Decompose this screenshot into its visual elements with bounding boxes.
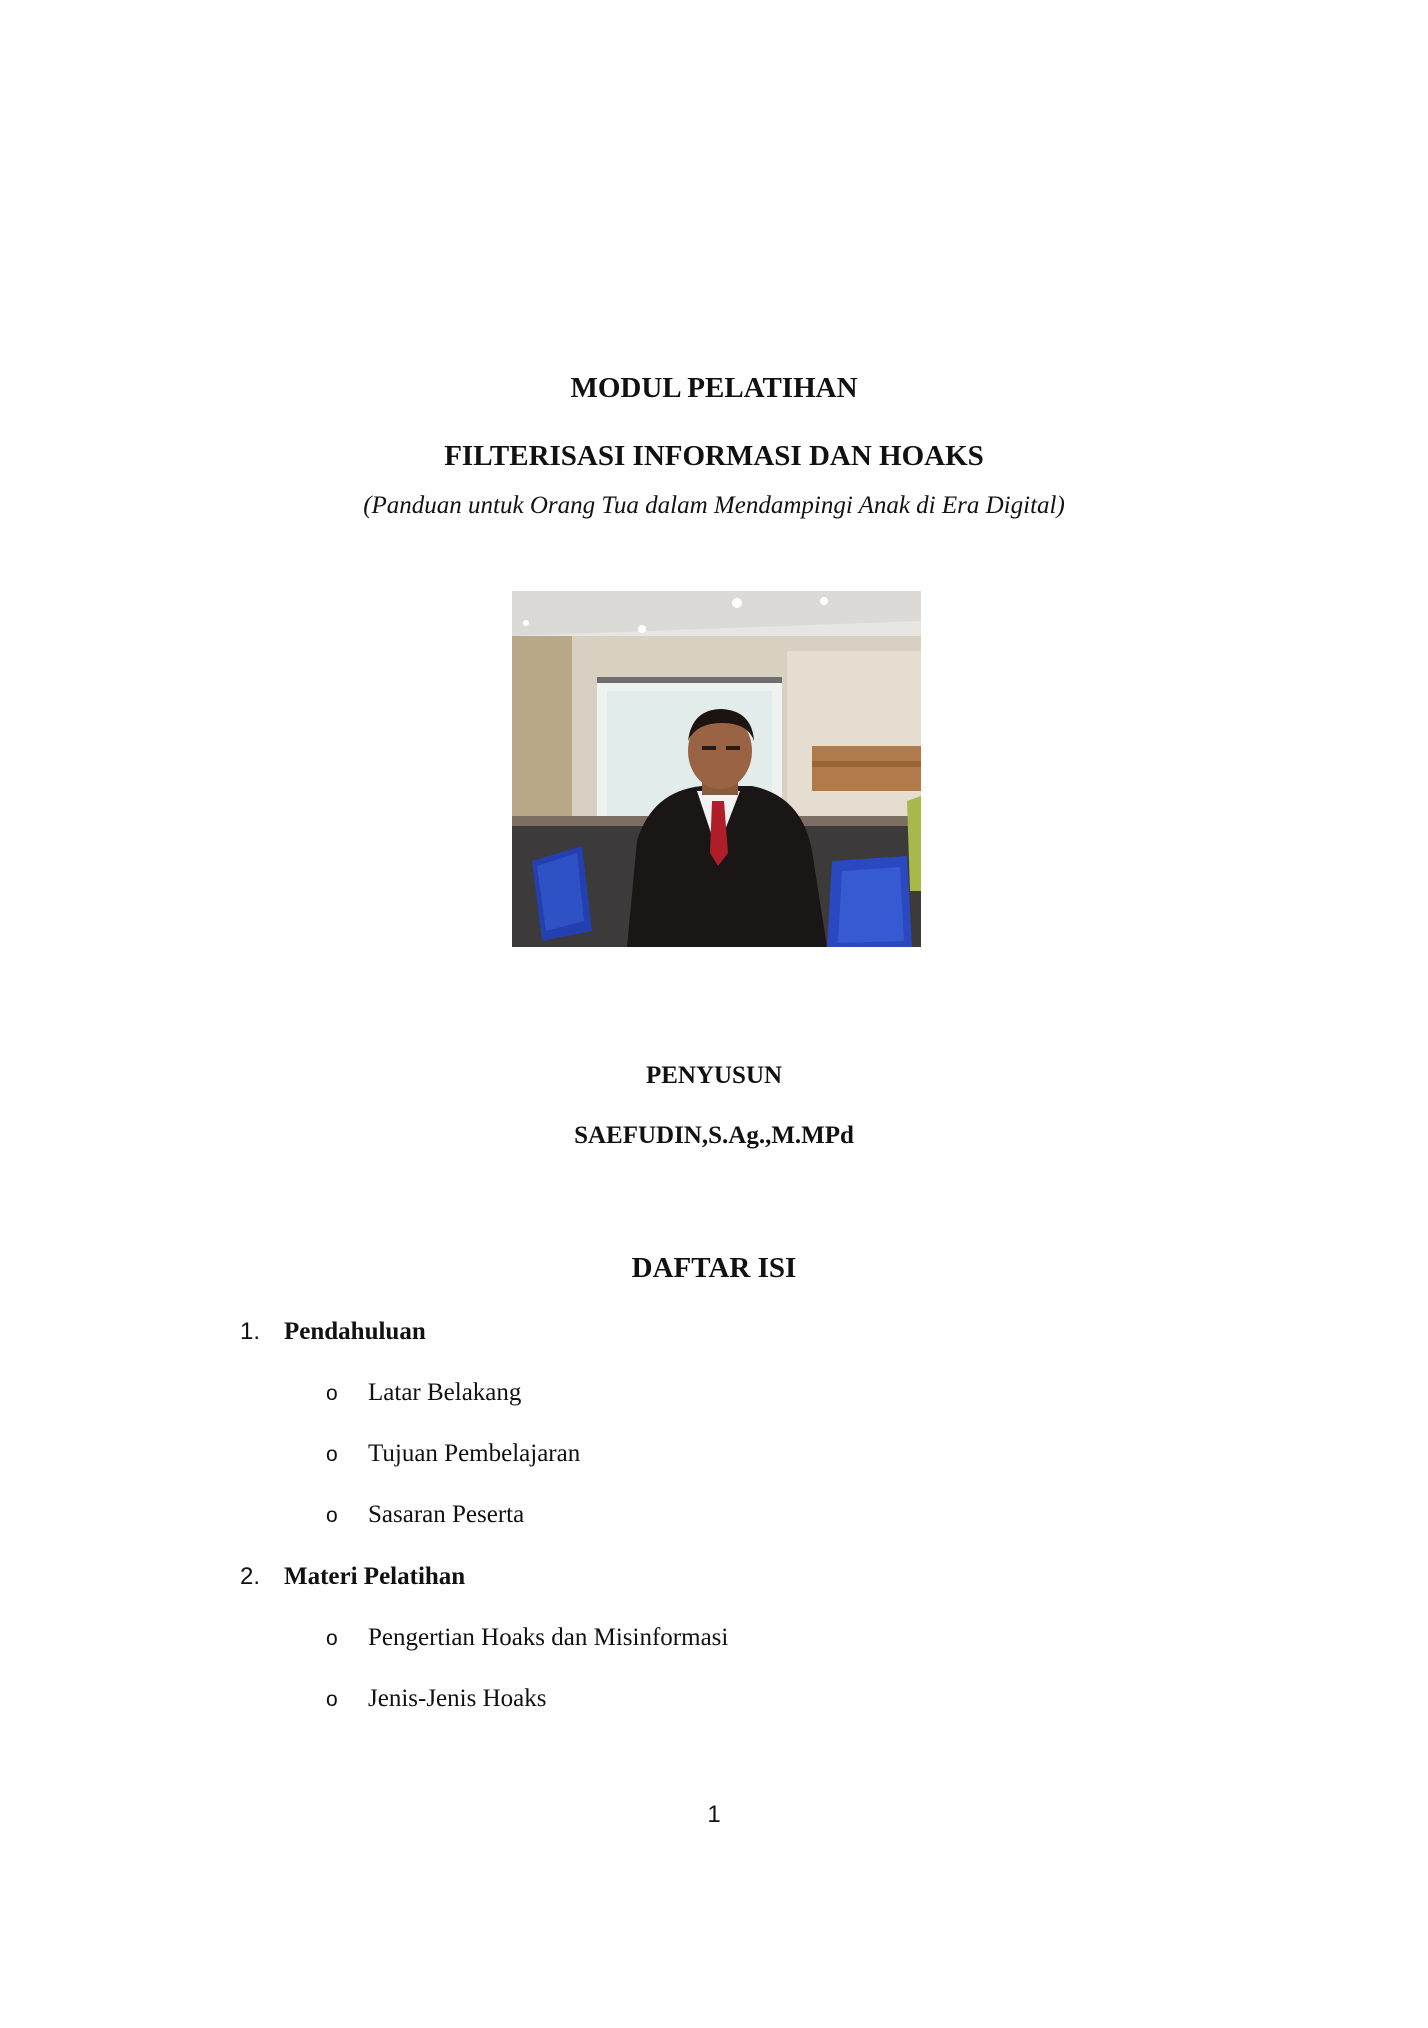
bullet-marker: o [326,1627,338,1650]
page-number: 1 [707,1801,721,1828]
toc-section-label: Materi Pelatihan [284,1563,466,1590]
module-topic-title: FILTERISASI INFORMASI DAN HOAKS [444,440,984,472]
toc-section [240,1316,426,1348]
bullet-marker: o [326,1382,338,1405]
toc-subitem [326,1683,546,1716]
toc-title: DAFTAR ISI [631,1252,797,1284]
toc-subitem-label: Latar Belakang [368,1379,522,1406]
author-photo [512,591,921,947]
toc-subitem-label: Sasaran Peserta [368,1501,525,1528]
toc-subitem [326,1377,521,1410]
module-subtitle: (Panduan untuk Orang Tua dalam Mendampingi Anak di Era Digital) [363,492,1065,519]
toc-section [240,1561,465,1593]
toc-subitem-label: Tujuan Pembelajaran [368,1440,581,1467]
toc-subitem-label: Pengertian Hoaks dan Misinformasi [368,1624,729,1651]
toc-subitem [326,1499,524,1532]
author-name: SAEFUDIN,S.Ag.,M.MPd [574,1122,854,1149]
toc-section-number: 2. [240,1563,261,1590]
bullet-marker: o [326,1504,338,1527]
compiler-label: PENYUSUN [645,1062,783,1089]
toc-section-label: Pendahuluan [284,1318,426,1345]
toc-subitem-label: Jenis-Jenis Hoaks [368,1685,547,1712]
bullet-marker: o [326,1688,338,1711]
toc-subitem [326,1438,580,1471]
module-title: MODUL PELATIHAN [570,372,858,404]
toc-subitem [326,1622,728,1655]
toc-section-number: 1. [240,1318,261,1345]
bullet-marker: o [326,1443,338,1466]
